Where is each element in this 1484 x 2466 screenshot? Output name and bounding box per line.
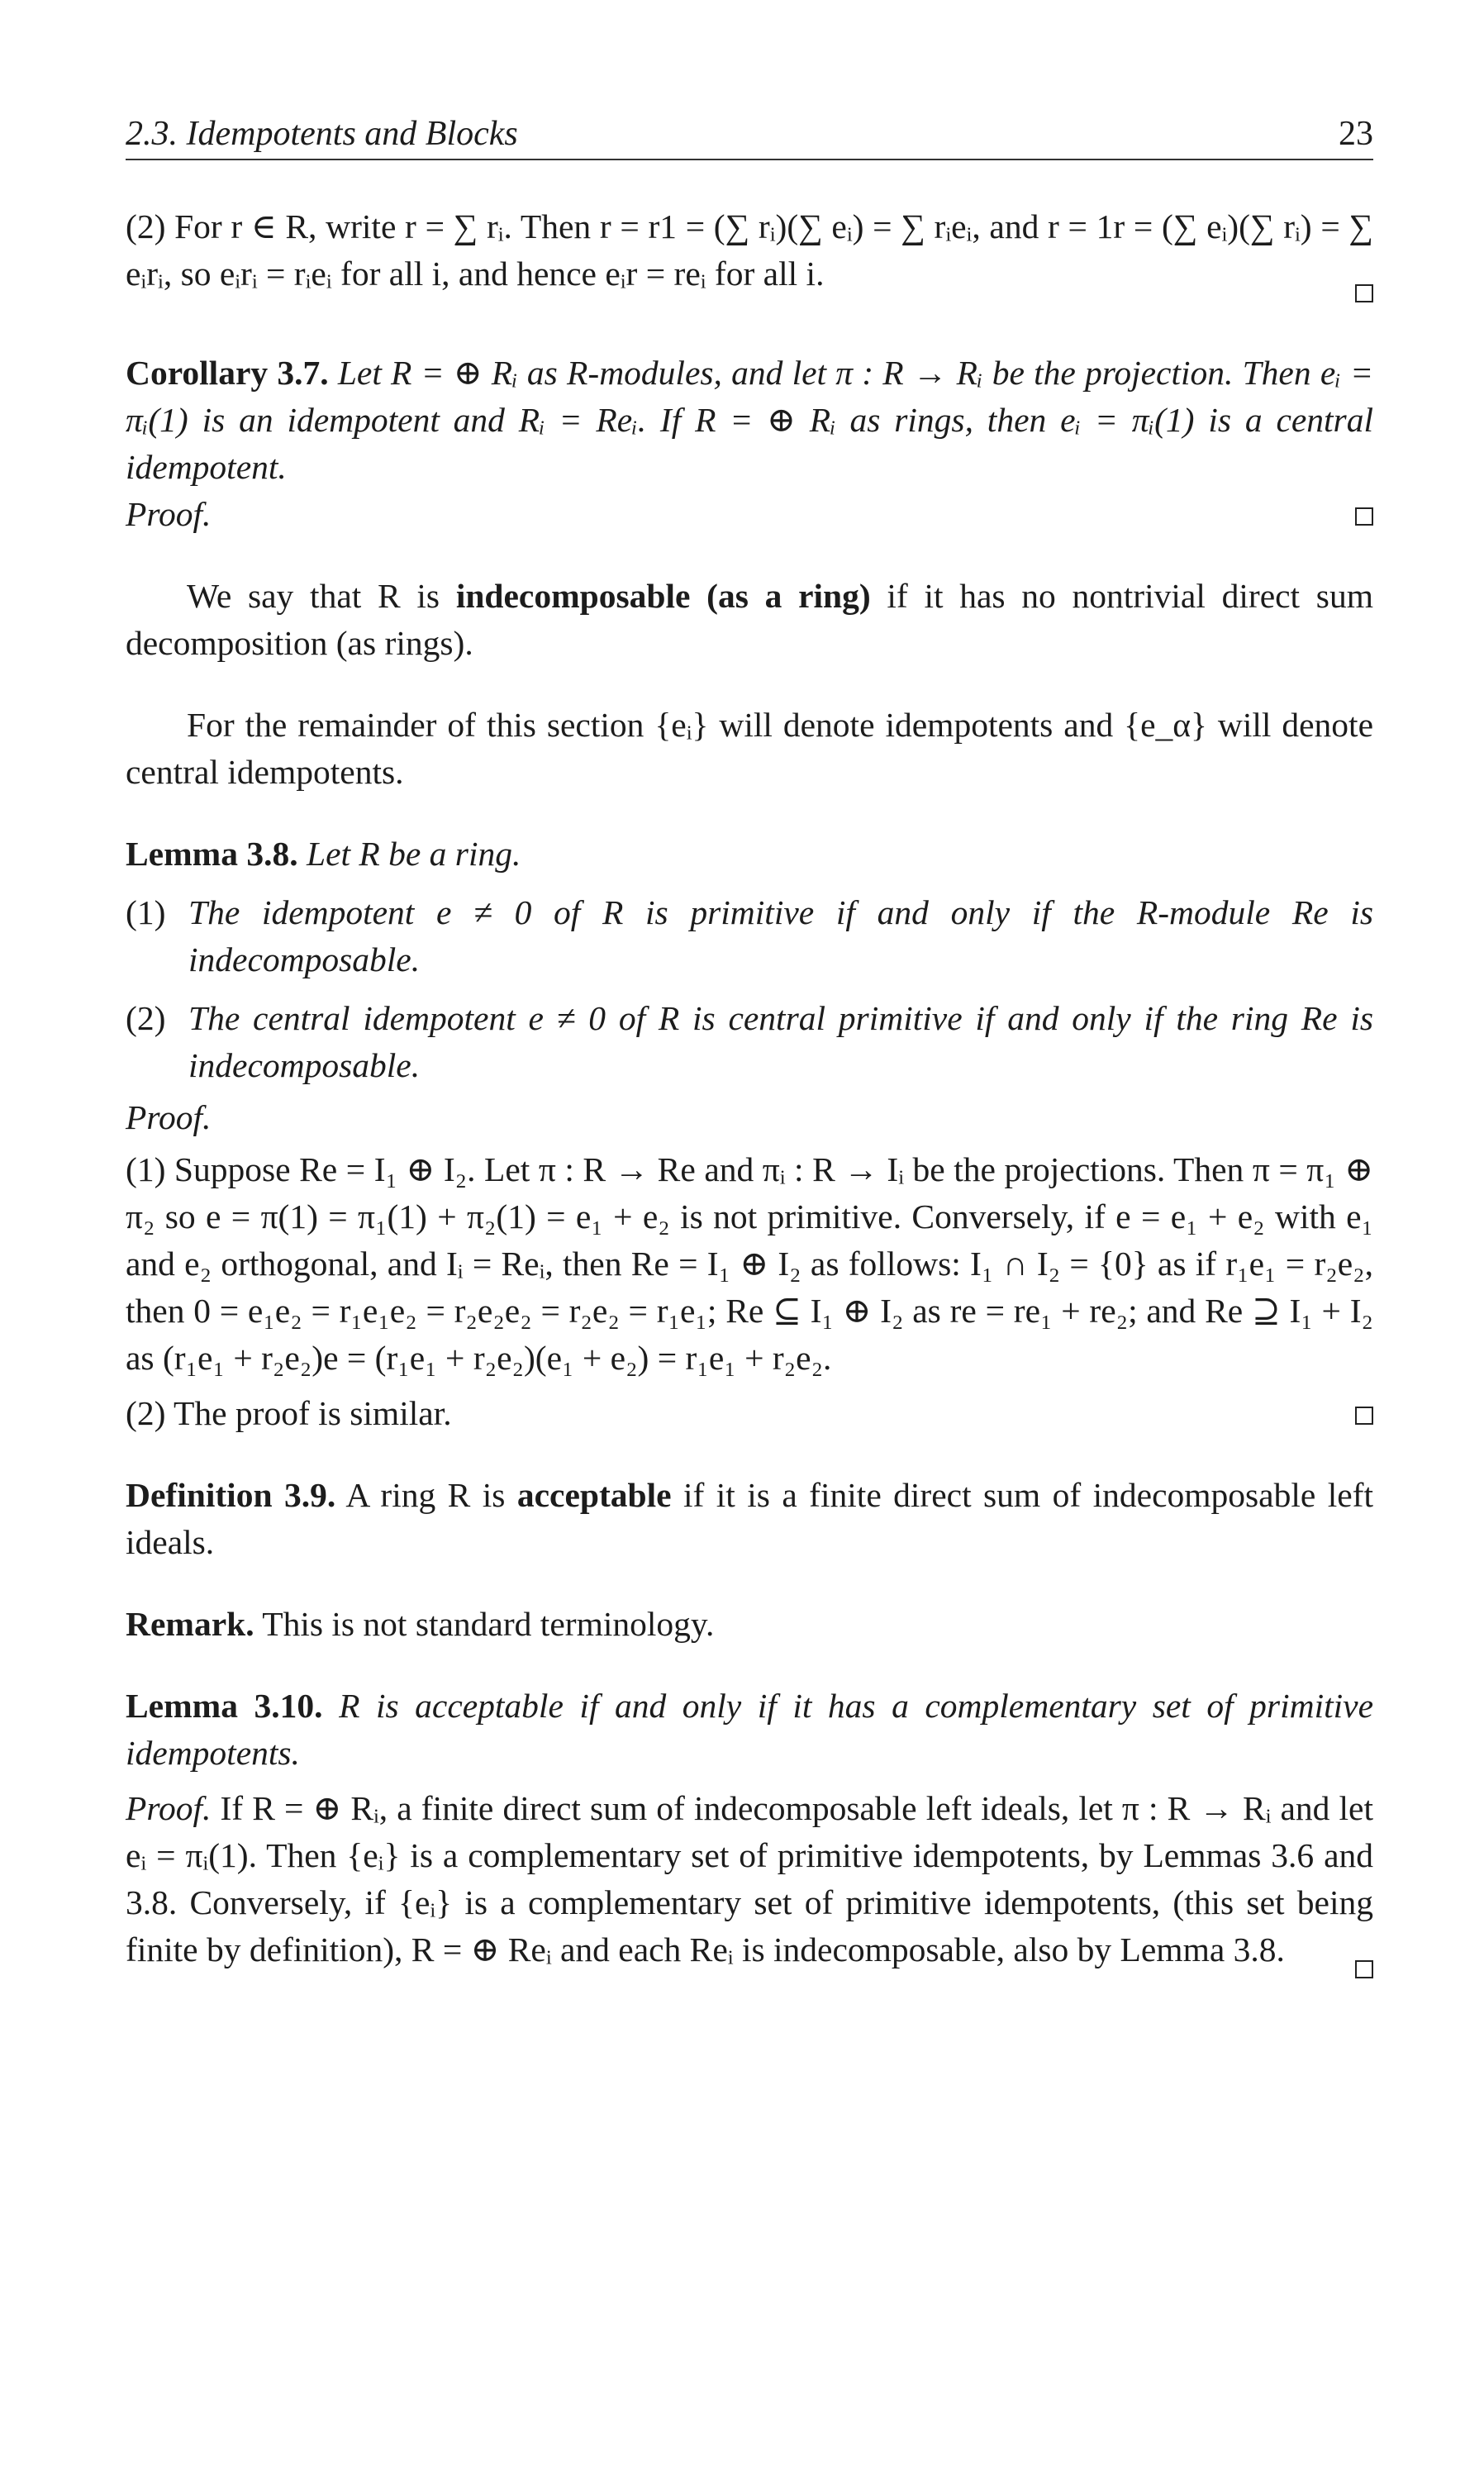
- corollary-3-7: [126, 350, 1373, 538]
- qed-box-icon: [1355, 284, 1373, 302]
- term-acceptable: acceptable: [516, 1476, 672, 1514]
- lemma-label: Lemma 3.10.: [126, 1687, 323, 1725]
- corollary-statement: Let R = ⊕ Rᵢ as R-modules, and let π : R → Rᵢ be the projection. Then eᵢ = πᵢ(1) is an idempotent and Rᵢ = Reᵢ. If R = ⊕ Rᵢ as rings, then eᵢ = πᵢ(1) is a central idempotent.: [126, 354, 1374, 486]
- proof-3-10: Proof. If R = ⊕ Rᵢ, a finite direct sum of indecomposable left ideals, let π : R → Rᵢ and let eᵢ = πᵢ(1). Then {eᵢ} is a complementary set of primitive idempotents, by Lemmas 3.6 and 3.8. Conversely, if {eᵢ} is a complementary set of primitive idempotents, (this set being finite by definition), R = ⊕ Reᵢ and each Reᵢ is indecomposable, also by Lemma 3.8.: [126, 1789, 1373, 1969]
- running-header: [126, 114, 1373, 160]
- proof-label: Proof.: [126, 495, 212, 533]
- corollary-label: Corollary 3.7.: [126, 354, 329, 392]
- page: [126, 114, 1373, 1991]
- proof-row: [126, 491, 1373, 538]
- lemma-3-8: [126, 831, 1373, 1437]
- proof-continuation: [126, 203, 1373, 298]
- definition-3-9: Definition 3.9. A ring R is acceptable if it is a finite direct sum of indecomposable left ideals.: [126, 1476, 1373, 1561]
- qed-box-icon: [1355, 1407, 1373, 1425]
- qed-box-icon: [1355, 1960, 1373, 1978]
- lemma-item: (2) The central idempotent e ≠ 0 of R is central primitive if and only if the ring Re is indecomposable.: [126, 999, 1373, 1084]
- remark: Remark. This is not standard terminology.: [126, 1605, 715, 1643]
- indecomposable-definition: We say that R is indecomposable (as a ring) if it has no nontrivial direct sum decomposition (as rings).: [126, 577, 1373, 662]
- proof-36-part-2: (2) For r ∈ R, write r = ∑ rᵢ. Then r = r1 = (∑ rᵢ)(∑ eᵢ) = ∑ rᵢeᵢ, and r = 1r = (∑ eᵢ)(∑ rᵢ) = ∑ eᵢrᵢ, so eᵢrᵢ = rᵢeᵢ for all i, and hence eᵢr = reᵢ for all i.: [126, 207, 1373, 293]
- lemma-item: (1) The idempotent e ≠ 0 of R is primitive if and only if the R-module Re is indecomposable.: [126, 893, 1373, 978]
- proof-row: [126, 1390, 1373, 1437]
- lemma-3-10: [126, 1683, 1373, 1991]
- proof-38-part-1: (1) Suppose Re = I₁ ⊕ I₂. Let π : R → Re and πᵢ : R → Iᵢ be the projections. Then π = π₁ ⊕ π₂ so e = π(1) = π₁(1) + π₂(1) = e₁ + e₂ is not primitive. Conversely, if e = e₁ + e₂ with e₁ and e₂ orthogonal, and Iᵢ = Reᵢ, then Re = I₁ ⊕ I₂ as follows: I₁ ∩ I₂ = {0} as if r₁e₁ = r₂e₂, then 0 = e₁e₂ = r₁e₁e₂ = r₂e₂e₂ = r₂e₂ = r₁e₁; Re ⊆ I₁ ⊕ I₂ as re = re₁ + re₂; and Re ⊇ I₁ + I₂ as (r₁e₁ + r₂e₂)e = (r₁e₁ + r₂e₂)(e₁ + e₂) = r₁e₁ + r₂e₂.: [126, 1150, 1373, 1377]
- notation-paragraph: For the remainder of this section {eᵢ} will denote idempotents and {e_α} will denote central idempotents.: [126, 706, 1373, 791]
- qed-box-icon: [1355, 507, 1373, 526]
- lemma-statement: R is acceptable if and only if it has a complementary set of primitive idempotents.: [126, 1687, 1374, 1772]
- term-indecomposable: indecomposable (as a ring): [455, 577, 871, 615]
- proof-label: Proof.: [126, 1098, 212, 1136]
- section-title: 2.3. Idempotents and Blocks: [126, 115, 518, 153]
- lemma-statement: Let R be a ring.: [307, 835, 521, 873]
- remark-label: Remark.: [126, 1605, 254, 1643]
- definition-label: Definition 3.9.: [126, 1476, 336, 1514]
- page-number: 23: [1339, 115, 1373, 153]
- proof-38-part-2: (2) The proof is similar.: [126, 1394, 452, 1432]
- lemma-label: Lemma 3.8.: [126, 835, 298, 873]
- proof-label: Proof.: [126, 1789, 212, 1827]
